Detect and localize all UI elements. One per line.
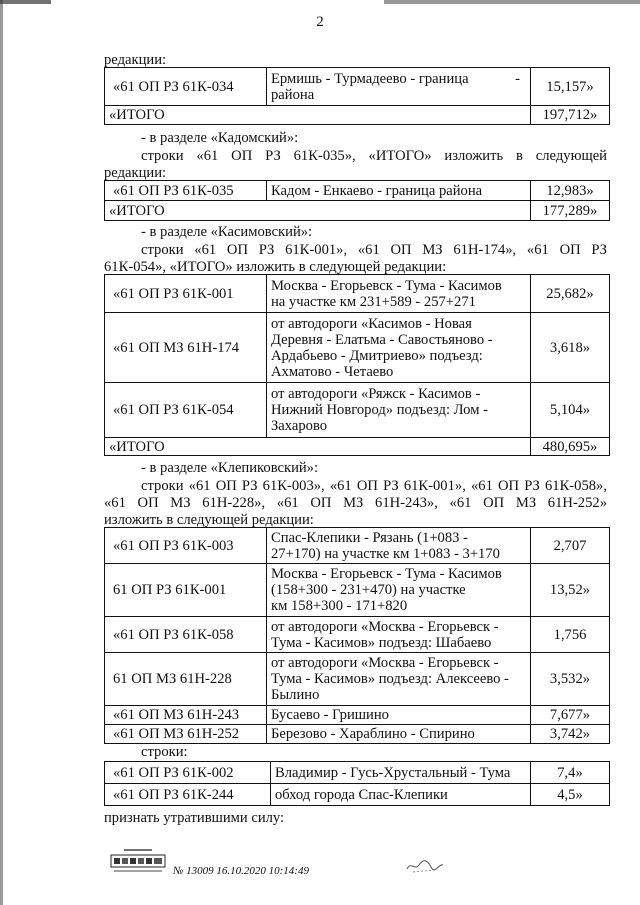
road-name-cell [267,564,531,617]
road-code-cell: «61 ОП РЗ 61К-002 [105,762,271,784]
section4-intro-line: строки «61 ОП РЗ 61К-003», «61 ОП РЗ 61К-001», «61 ОП РЗ 61К-058», [141,478,607,494]
table-invalidated [104,761,610,806]
road-name-line: Нижний Новгород» подъезд: Лом - [271,402,488,418]
dash-mark: - [515,70,520,87]
road-length-cell: 7,677» [531,706,610,725]
road-code-cell: 61 ОП РЗ 61К-001 [105,564,267,617]
section3-intro-line: строки «61 ОП РЗ 61К-001», «61 ОП МЗ 61Н-174», «61 ОП РЗ [141,242,607,258]
road-name-cell [267,275,531,313]
road-name-cell [267,313,531,383]
road-name-cell: обход города Спас-Клепики [271,784,531,806]
road-name-line: Былино [271,687,320,703]
section4-intro-line: «61 ОП МЗ 61Н-228», «61 ОП МЗ 61Н-243», «61 ОП МЗ 61Н-252» [104,495,607,511]
road-name-cell [267,528,531,564]
road-name-cell [267,653,531,706]
road-code-cell: «61 ОП РЗ 61К-001 [105,275,267,313]
table-klepiki [104,527,610,744]
table-row [105,181,610,201]
road-length-cell: 3,618» [531,313,610,383]
road-code-cell: «61 ОП РЗ 61К-034 [105,68,267,106]
total-label-cell: «ИТОГО [105,106,531,125]
road-code-cell: «61 ОП МЗ 61Н-243 [105,706,267,725]
section3-intro-line: 61К-054», «ИТОГО» изложить в следующей редакции: [104,259,447,275]
road-name-line: км 158+300 - 171+820 [271,598,408,614]
road-name-line: от автодороги «Москва - Егорьевск - [271,618,499,635]
road-length-cell: 1,756 [531,617,610,653]
road-name-line: (158+300 - 231+470) на участке [271,582,466,598]
table-row [105,784,610,806]
scan-left-edge [0,0,3,905]
closing-text: признать утратившими силу: [104,810,285,826]
table-row [105,706,610,725]
total-row [105,106,610,125]
road-name-line: 27+170) на участке км 1+083 - 3+170 [271,545,500,562]
road-code-cell: «61 ОП РЗ 61К-003 [105,528,267,564]
table-row [105,528,610,564]
road-length-cell: 12,983» [531,181,610,201]
road-name-cell: Владимир - Гусь-Хрустальный - Тума [271,762,531,784]
section2-intro-line: строки «61 ОП РЗ 61К-035», «ИТОГО» изложить в следующей [141,148,607,164]
road-name-line: района [271,86,315,103]
table-row [105,762,610,784]
road-name-line: Москва - Егорьевск - Тума - Касимов [271,277,502,294]
section4-intro-line: изложить в следующей редакции: [104,512,314,528]
road-code-cell: «61 ОП РЗ 61К-244 [105,784,271,806]
total-row [105,438,610,456]
section1-intro-tail: редакции: [104,52,167,68]
road-length-cell: 25,682» [531,275,610,313]
table-kasimov [104,274,610,456]
road-name-line: Спас-Клепики - Рязань (1+083 - [271,529,468,546]
scan-top-edge [0,0,640,4]
road-name-line: на участке км 231+589 - 257+271 [271,293,476,310]
total-value-cell: 480,695» [531,438,610,456]
road-name-line: от автодороги «Касимов - Новая [271,315,472,332]
total-label-cell: «ИТОГО [105,201,531,221]
total-value-cell: 177,289» [531,201,610,221]
road-name-cell [267,617,531,653]
table-row [105,617,610,653]
road-name-line: Тума - Касимов» подъезд: Алексеево - [271,671,509,687]
table-row [105,725,610,744]
road-code-cell: «61 ОП РЗ 61К-035 [105,181,267,201]
road-length-cell: 2,707 [531,528,610,564]
road-name-line: от автодороги «Москва - Егорьевск - [271,655,499,671]
road-length-cell: 5,104» [531,383,610,438]
total-row [105,201,610,221]
road-length-cell: 3,532» [531,653,610,706]
total-label-cell: «ИТОГО [105,438,531,456]
section2-intro-line: редакции: [104,165,167,181]
section2-heading: - в разделе «Кадомский»: [141,130,299,146]
total-value-cell: 197,712» [531,106,610,125]
road-name-line: от автодороги «Ряжск - Касимов - [271,386,481,402]
road-length-cell: 3,742» [531,725,610,744]
table-row [105,383,610,438]
road-length-cell: 4,5» [531,784,610,806]
road-name-line: Ахматово - Четаево [271,363,394,380]
section3-heading: - в разделе «Касимовский»: [141,224,313,240]
road-code-cell: «61 ОП РЗ 61К-058 [105,617,267,653]
section5-heading: строки: [141,744,188,760]
road-name-line: Ермишь - Турмадеево - граница [271,70,469,87]
registry-stamp-icon [110,845,166,875]
table-row [105,68,610,106]
road-length-cell: 13,52» [531,564,610,617]
road-length-cell: 7,4» [531,762,610,784]
road-name-line: Ардабьево - Дмитриево» подъезд: [271,347,483,364]
road-name-cell: Кадом - Енкаево - граница района [267,181,531,201]
road-code-cell: «61 ОП МЗ 61Н-174 [105,313,267,383]
road-code-cell: 61 ОП МЗ 61Н-228 [105,653,267,706]
road-code-cell: «61 ОП МЗ 61Н-252 [105,725,267,744]
section4-heading: - в разделе «Клепиковский»: [141,460,319,476]
road-name-cell: Бусаево - Гришино [267,706,531,725]
road-length-cell: 15,157» [531,68,610,106]
road-name-line: Деревня - Елатьма - Савостьяново - [271,331,493,348]
table-erimish [104,67,610,125]
table-row [105,564,610,617]
road-name-cell [267,68,531,106]
road-name-cell [267,383,531,438]
table-row [105,313,610,383]
registration-number: № 13009 16.10.2020 10:14:49 [173,865,309,877]
signature-icon [405,855,445,875]
table-row [105,653,610,706]
table-row [105,275,610,313]
road-code-cell: «61 ОП РЗ 61К-054 [105,383,267,438]
road-name-line: Тума - Касимов» подъезд: Шабаево [271,634,492,651]
page-number: 2 [316,14,324,30]
road-name-line: Захарово [271,418,328,434]
road-name-line: Москва - Егорьевск - Тума - Касимов [271,566,502,582]
table-kadom [104,180,610,221]
road-name-cell: Березово - Хараблино - Спирино [267,725,531,744]
